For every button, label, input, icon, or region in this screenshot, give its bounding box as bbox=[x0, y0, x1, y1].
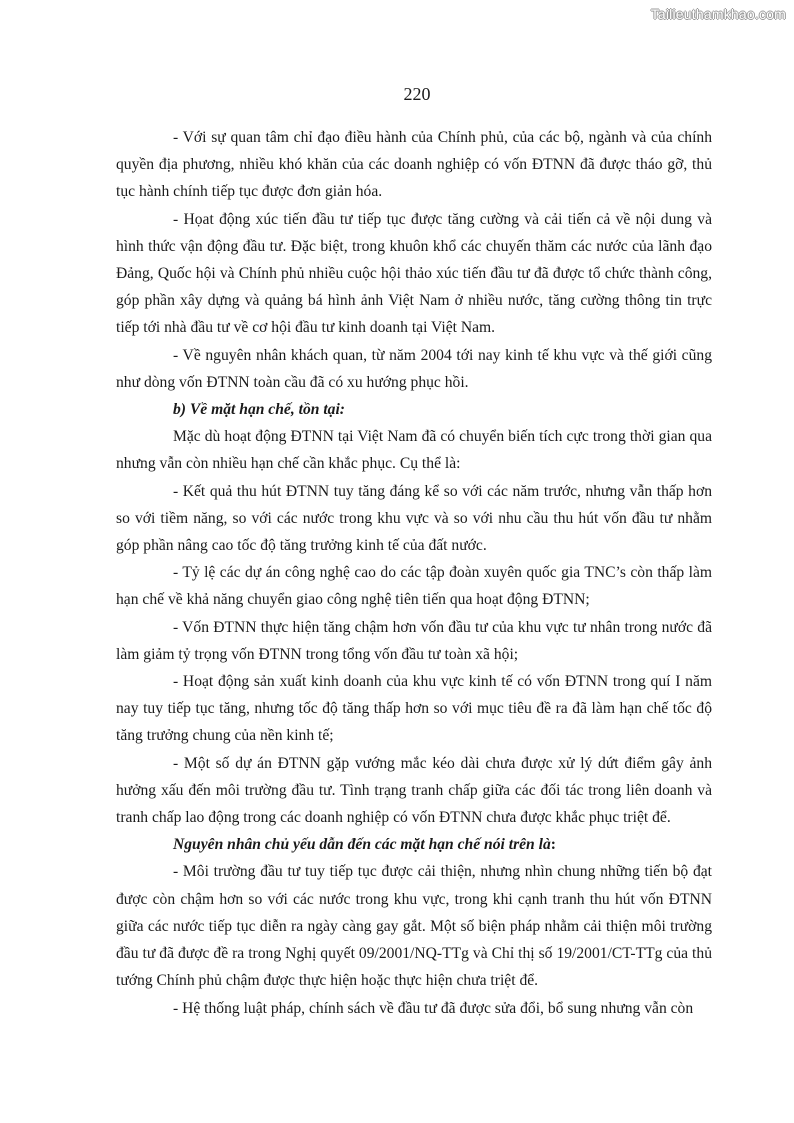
paragraph-legal-system: - Hệ thống luật pháp, chính sách về đầu tư đã được sửa đổi, bổ sung nhưng vẫn còn bbox=[173, 999, 694, 1017]
paragraph-high-tech-ratio: - Tỷ lệ các dự án công nghệ cao do các tập đoàn xuyên quốc gia TNC’s còn thấp làm hạn chế về khả năng chuyển giao công nghệ tiên tiến qua hoạt động ĐTNN; bbox=[116, 564, 712, 609]
paragraph-government-support: - Với sự quan tâm chỉ đạo điều hành của Chính phủ, của các bộ, ngành và của chính quyền địa phương, nhiều khó khăn của các doanh nghiệp có vốn ĐTNN đã được tháo gỡ, thủ tục hành chính tiếp tục được đơn giản hóa. bbox=[116, 129, 712, 201]
section-heading-limitations: b) Về mặt hạn chế, tồn tại: bbox=[173, 401, 345, 419]
page-number: 220 bbox=[403, 84, 431, 104]
paragraph-investment-environment: - Môi trường đầu tư tuy tiếp tục được cải thiện, nhưng nhìn chung những tiến bộ đạt được còn chậm hơn so với các nước trong khu vực, trong khi cạnh tranh thu hút vốn ĐTNN giữa các nước tiếp tục diễn ra ngày càng gay gắt. Một số biện pháp nhằm cải thiện môi trường đầu tư đã được đề ra trong Nghị quyết 09/2001/NQ-TTg và Chỉ thị số 19/2001/CT-TTg của thủ tướng Chính phủ chậm được thực hiện hoặc thực hiện chưa triệt để. bbox=[116, 863, 712, 990]
paragraph-business-activity: - Hoạt động sản xuất kinh doanh của khu vực kinh tế có vốn ĐTNN trong quí I năm nay tuy tiếp tục tăng, nhưng tốc độ tăng thấp hơn so với mục tiêu đề ra đã làm hạn chế tốc độ tăng trưởng chung của nền kinh tế; bbox=[116, 673, 712, 745]
paragraph-fdi-results: - Kết quả thu hút ĐTNN tuy tăng đáng kể so với các năm trước, nhưng vẫn thấp hơn so với tiềm năng, so với các nước trong khu vực và so với nhu cầu thu hút vốn đầu tư nhằm góp phần nâng cao tốc độ tăng trưởng kinh tế của đất nước. bbox=[116, 482, 712, 555]
watermark: Tailieuthamkhao.com bbox=[650, 6, 786, 22]
heading-text: Nguyên nhân chủ yếu dẫn đến các mặt hạn chế nói trên là bbox=[173, 836, 551, 854]
paragraph-objective-causes: - Về nguyên nhân khách quan, từ năm 2004 tới nay kinh tế khu vực và thế giới cũng như dòng vốn ĐTNN toàn cầu đã có xu hướng phục hồi. bbox=[116, 346, 712, 391]
paragraph-fdi-capital-growth: - Vốn ĐTNN thực hiện tăng chậm hơn vốn đầu tư của khu vực tư nhân trong nước đã làm giảm tỷ trọng vốn ĐTNN trong tổng vốn đầu tư toàn xã hội; bbox=[116, 618, 712, 663]
paragraph-limitations-intro: Mặc dù hoạt động ĐTNN tại Việt Nam đã có chuyển biến tích cực trong thời gian qua nhưng vẫn còn nhiều hạn chế cần khắc phục. Cụ thể là: bbox=[116, 428, 712, 473]
heading-colon: : bbox=[550, 836, 556, 854]
paragraph-investment-promotion: - Họat động xúc tiến đầu tư tiếp tục được tăng cường và cải tiến cả về nội dung và hình thức vận động đầu tư. Đặc biệt, trong khuôn khổ các chuyến thăm các nước của lãnh đạo Đảng, Quốc hội và Chính phủ nhiều cuộc hội thảo xúc tiến đầu tư đã được tổ chức thành công, góp phần xây dựng và quảng bá hình ảnh Việt Nam ở nhiều nước, tăng cường thông tin trực tiếp tới nhà đầu tư về cơ hội đầu tư kinh doanh tại Việt Nam. bbox=[116, 210, 712, 337]
document-body bbox=[116, 124, 712, 1022]
section-heading-main-causes bbox=[116, 831, 712, 858]
paragraph-project-obstacles: - Một số dự án ĐTNN gặp vướng mắc kéo dài chưa được xử lý dứt điểm gây ảnh hưởng xấu đến môi trường đầu tư. Tình trạng tranh chấp giữa các đối tác trong liên doanh và tranh chấp lao động trong các doanh nghiệp có vốn ĐTNN chưa được khắc phục triệt để. bbox=[116, 754, 712, 827]
